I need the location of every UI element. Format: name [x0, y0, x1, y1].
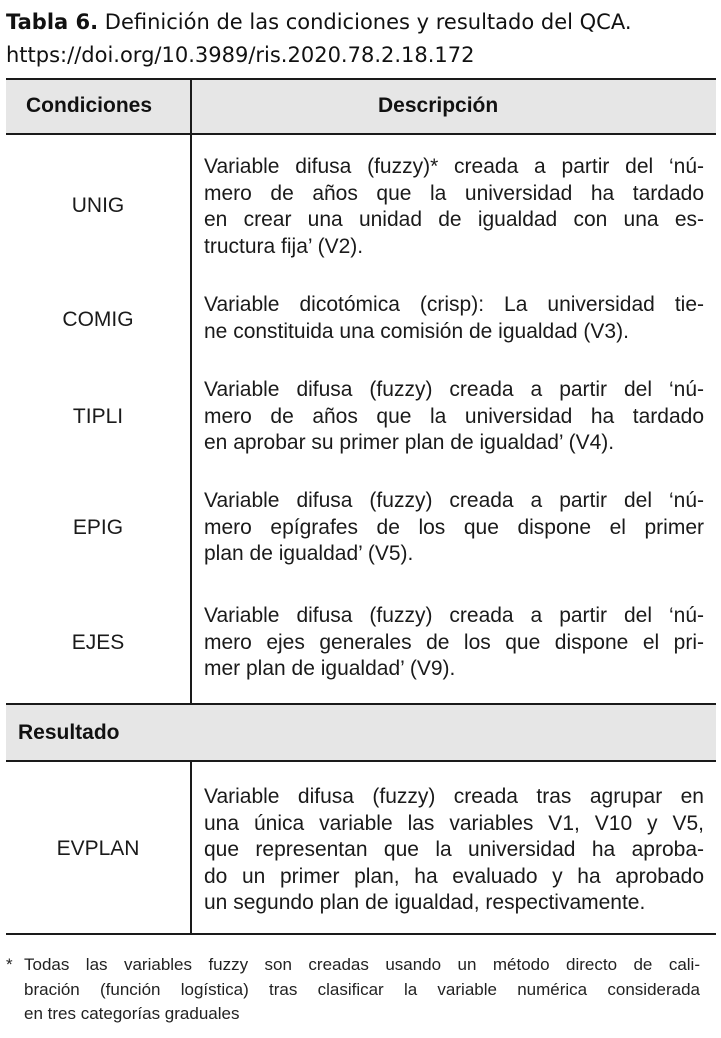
description-line: plan de igualdad’ (V5). — [204, 542, 414, 565]
footnote-marker: * — [6, 955, 13, 974]
caption-doi[interactable]: https://doi.org/10.3989/ris.2020.78.2.18.172 — [6, 43, 475, 67]
column-header-description: Descripción — [378, 94, 499, 117]
description-line: Variable difusa (fuzzy) creada a partir del ‘nú- — [204, 604, 704, 627]
condition-description-ejes — [204, 603, 704, 683]
description-line: mero de años que la universidad ha tardado — [204, 181, 704, 205]
description-line: en aprobar su primer plan de igualdad’ (V4). — [204, 431, 615, 454]
condition-code-comig: COMIG — [62, 308, 134, 331]
description-line: Variable difusa (fuzzy) creada a partir del ‘nú- — [204, 489, 704, 512]
description-line: una única variable las variables V1, V10 y V5, — [204, 811, 704, 835]
description-line: en crear una unidad de igualdad con una es- — [204, 208, 704, 231]
description-line: do un primer plan, ha evaluado y ha aprobado — [204, 864, 704, 888]
footnote-text — [24, 953, 700, 1027]
result-section-top-rule — [6, 703, 716, 705]
table-caption — [6, 6, 718, 72]
description-line: Variable dicotómica (crisp): La universidad tie- — [204, 293, 704, 316]
result-column-divider — [190, 761, 192, 934]
header-column-divider — [190, 78, 192, 134]
header-bottom-rule — [6, 133, 716, 135]
description-line: Variable difusa (fuzzy) creada tras agrupar en — [204, 785, 704, 808]
description-line: Variable difusa (fuzzy)* creada a partir del ‘nú- — [204, 155, 704, 178]
description-line: mero de años que la universidad ha tardado — [204, 404, 704, 428]
table-top-rule — [6, 78, 716, 80]
condition-code-unig: UNIG — [71, 194, 125, 217]
table-bottom-rule — [6, 933, 716, 935]
column-header-conditions: Condiciones — [26, 94, 153, 117]
condition-description-epig — [204, 488, 704, 568]
footnote-line: Todas las variables fuzzy son creadas usando un método directo de cali- — [24, 955, 700, 974]
result-description-evplan — [204, 784, 704, 917]
footnote-line: bración (función logística) tras clasificar la variable numérica considerada — [24, 979, 700, 999]
description-line: mer plan de igualdad’ (V9). — [204, 657, 456, 680]
condition-description-tipli — [204, 377, 704, 457]
result-code-evplan: EVPLAN — [56, 837, 140, 860]
condition-description-unig — [204, 154, 704, 260]
description-line: mero epígrafes de los que dispone el primer — [204, 515, 704, 539]
description-line: ne constituida una comisión de igualdad (V3). — [204, 319, 629, 343]
condition-code-tipli: TIPLI — [72, 405, 124, 428]
caption-title: Definición de las condiciones y resultado del QCA. — [98, 10, 632, 34]
description-line: mero ejes generales de los que dispone el pri- — [204, 630, 704, 654]
caption-title-line — [6, 6, 718, 39]
description-line: un segundo plan de igualdad, respectivamente. — [204, 891, 646, 914]
qca-conditions-table — [6, 78, 716, 935]
conditions-column-divider — [190, 134, 192, 704]
condition-description-comig — [204, 292, 704, 345]
condition-code-epig: EPIG — [72, 516, 124, 539]
footnote-line: en tres categorías graduales — [24, 1004, 240, 1023]
caption-label: Tabla 6. — [6, 10, 99, 34]
result-section-header: Resultado — [18, 721, 120, 744]
condition-code-ejes: EJES — [71, 631, 125, 654]
result-section-bottom-rule — [6, 760, 716, 762]
description-line: Variable difusa (fuzzy) creada a partir del ‘nú- — [204, 378, 704, 401]
description-line: que representan que la universidad ha aproba- — [204, 838, 704, 861]
description-line: tructura fija’ (V2). — [204, 234, 364, 258]
